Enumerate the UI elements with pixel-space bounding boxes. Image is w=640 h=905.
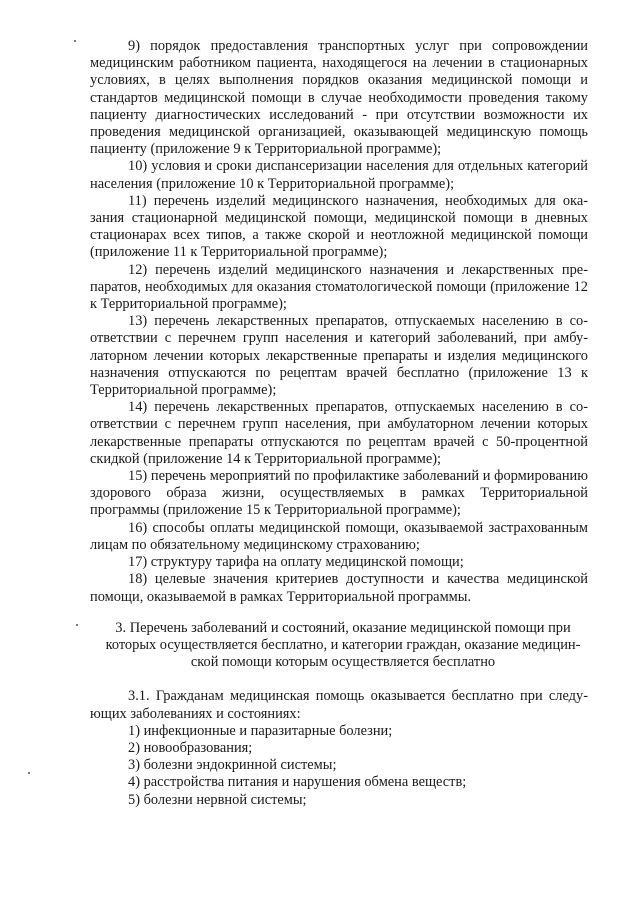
scan-speck <box>28 772 30 774</box>
list-item-10: 10) условия и сроки диспансеризации населения для отдельных категорий населения (приложение 10 к Территориальной программе); <box>90 158 588 192</box>
section-3-1-intro: 3.1. Гражданам медицинская помощь оказывается бесплатно при следующих заболеваниях и состояниях: <box>90 688 588 722</box>
list-item-15: 15) перечень мероприятий по профилактике заболеваний и формированию здорового образа жизни, осуществляемых в рамках Территориальной программы (приложение 15 к Территориальной программе); <box>90 468 588 519</box>
disease-item-3: 3) болезни эндокринной системы; <box>128 757 337 774</box>
list-item-17: 17) структуру тарифа на оплату медицинской помощи; <box>128 554 464 571</box>
list-item-16: 16) способы оплаты медицинской помощи, оказываемой застрахованным лицам по обязательному медицинскому страхованию; <box>90 519 588 553</box>
disease-item-2: 2) новообразования; <box>128 739 253 756</box>
disease-item-1: 1) инфекционные и паразитарные болезни; <box>128 722 393 739</box>
scan-speck <box>74 40 76 42</box>
list-item-13: 13) перечень лекарственных препаратов, отпускаемых населению в соответствии с перечнем групп населения и категорий заболеваний, при амбулаторном лечении которых лекарственные препараты и изделия медицинского назначения отпускаются по рецептам врачей бесплатно (приложение 13 к Территориальной программе); <box>90 313 588 399</box>
disease-item-4: 4) расстройства питания и нарушения обмена веществ; <box>128 774 467 791</box>
list-item-9: 9) порядок предоставления транспортных услуг при сопровождении медицинским работником пациента, находящегося на лечении в стационарных условиях, в целях выполнения порядков оказания медицинской помощи и стандартов медицинской помощи в случае необходимости проведения такому пациенту диагностических исследований - при отсутствии возможности их проведения медицинской организацией, оказывающей медицинскую помощь пациенту (приложение 9 к Территориальной программе); <box>90 38 588 158</box>
list-item-12: 12) перечень изделий медицинского назначения и лекарственных препаратов, необходимых для оказания стоматологической помощи (приложение 12 к Территориальной программе); <box>90 261 588 313</box>
scan-speck <box>76 624 78 626</box>
spacer <box>90 671 588 688</box>
list-item-14: 14) перечень лекарственных препаратов, отпускаемых населению в соответствии с перечнем групп населения, при амбулаторном лечении которых лекарственные препараты отпускаются по рецептам врачей с 50-процентной скидкой (приложение 14 к Территориальной программе); <box>90 399 588 467</box>
list-item-18: 18) целевые значения критериев доступности и качества медицинской помощи, оказываемой в рамках Территориальной программы. <box>90 571 588 605</box>
disease-item-5: 5) болезни нервной системы; <box>128 791 307 808</box>
section-3-heading: 3. Перечень заболеваний и состояний, оказание медицинской помощи при которых осуществляется бесплатно, и категории граждан, оказание медицинской помощи которым осуществляется бесплатно <box>105 619 581 671</box>
list-item-11: 11) перечень изделий медицинского назначения, необходимых для оказания стационарной медицинской помощи, медицинской помощи в дневных стационарах всех типов, а также скорой и неотложной медицинской помощи (приложение 11 к Территориальной программе); <box>90 192 588 261</box>
